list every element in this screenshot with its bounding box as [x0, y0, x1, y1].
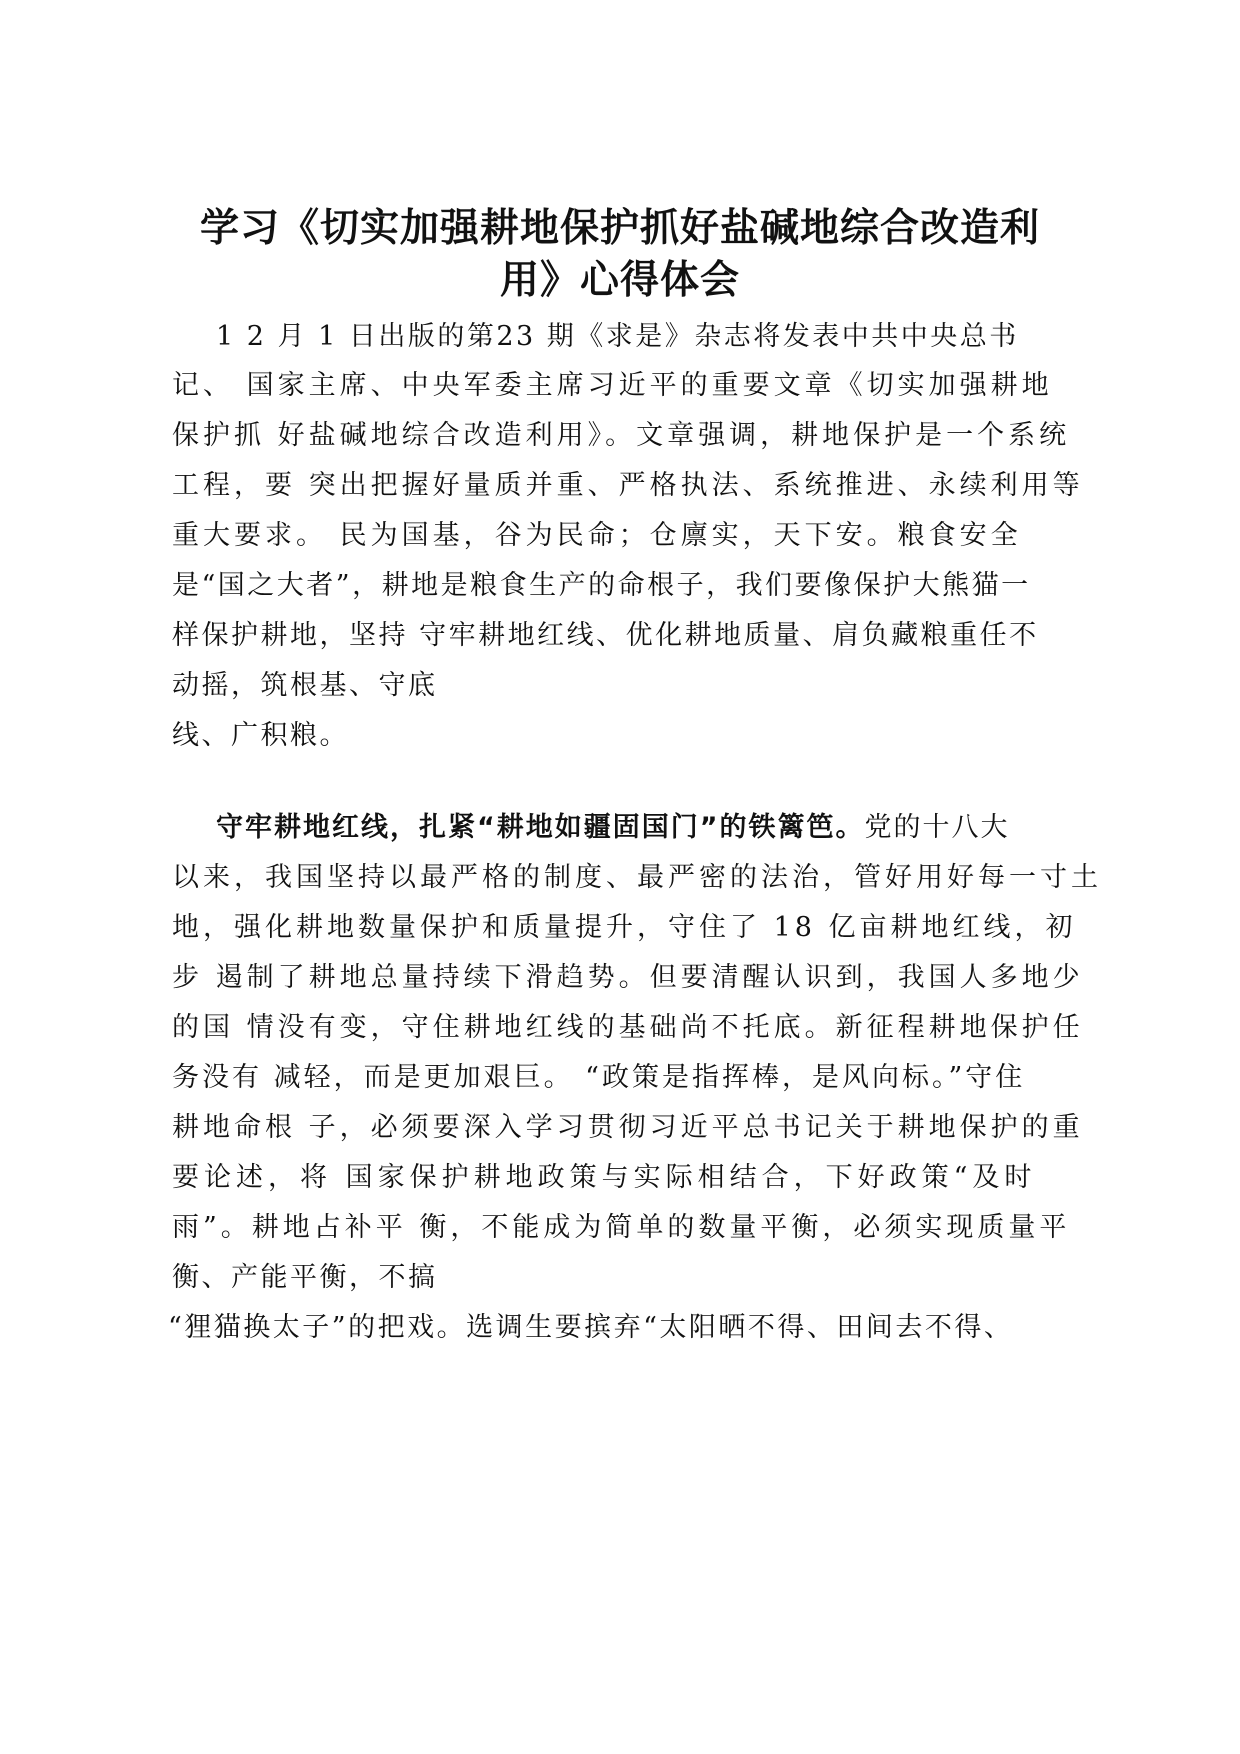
- para2-line-7: 耕地命根 子，必须要深入学习贯彻习近平总书记关于耕地保护的重: [172, 1112, 1084, 1143]
- para2-line-2: 以来，我国坚持以最严格的制度、最严密的法治，管好用好每一寸土: [172, 862, 1102, 893]
- para1-line-5: 重大要求。 民为国基，谷为民命；仓廪实，天下安。粮食安全: [172, 520, 1022, 551]
- para1-line-8: 动摇，筑根基、守底: [172, 670, 438, 701]
- para1-line-1: 1 2 月 1 日出版的第23 期《求是》杂志将发表中共中央总书: [216, 321, 1019, 352]
- title-line-1: 学习《切实加强耕地保护抓好盐碱地综合改造利: [199, 206, 1040, 251]
- para2-line-9: 雨”。耕地占补平 衡，不能成为简单的数量平衡，必须实现质量平: [172, 1212, 1071, 1243]
- para2-line-10: 衡、产能平衡，不搞: [172, 1262, 438, 1293]
- para2-line-4: 步 遏制了耕地总量持续下滑趋势。但要清醒认识到，我国人多地少: [172, 962, 1084, 993]
- para1-line-4: 工程，要 突出把握好量质并重、严格执法、系统推进、永续利用等: [172, 470, 1084, 501]
- para2-heading: 守牢耕地红线，扎紧“耕地如疆固国门”的铁篱笆。: [216, 812, 865, 843]
- para1-line-7: 样保护耕地，坚持 守牢耕地红线、优化耕地质量、肩负藏粮重任不: [172, 620, 1039, 651]
- para1-line-2: 记、 国家主席、中央军委主席习近平的重要文章《切实加强耕地: [172, 370, 1053, 401]
- para1-line-3: 保护抓 好盐碱地综合改造利用》。文章强调，耕地保护是一个系统: [172, 420, 1071, 451]
- document-title: [160, 203, 1080, 307]
- title-line-2: 用》心得体会: [499, 258, 740, 303]
- para2-line-3: 地，强化耕地数量保护和质量提升，守住了 18 亿亩耕地红线，初: [172, 912, 1077, 943]
- para2-line-5: 的国 情没有变，守住耕地红线的基础尚不托底。新征程耕地保护任: [172, 1012, 1084, 1043]
- para2-line-8: 要论述，将 国家保护耕地政策与实际相结合，下好政策“及时: [172, 1162, 1037, 1193]
- para2-line-1-rest: 党的十八大: [864, 812, 1010, 843]
- para1-line-9: 线、广积粮。: [172, 720, 349, 751]
- para2-line-1: [216, 810, 1010, 846]
- para2-line-6: 务没有 减轻，而是更加艰巨。 “政策是指挥棒，是风向标。”守住: [172, 1062, 1026, 1093]
- para1-line-6: 是“国之大者”，耕地是粮食生产的命根子，我们要像保护大熊猫一: [172, 570, 1031, 601]
- para2-line-11: “狸猫换太子”的把戏。选调生要摈弃“太阳晒不得、田间去不得、: [168, 1312, 1014, 1343]
